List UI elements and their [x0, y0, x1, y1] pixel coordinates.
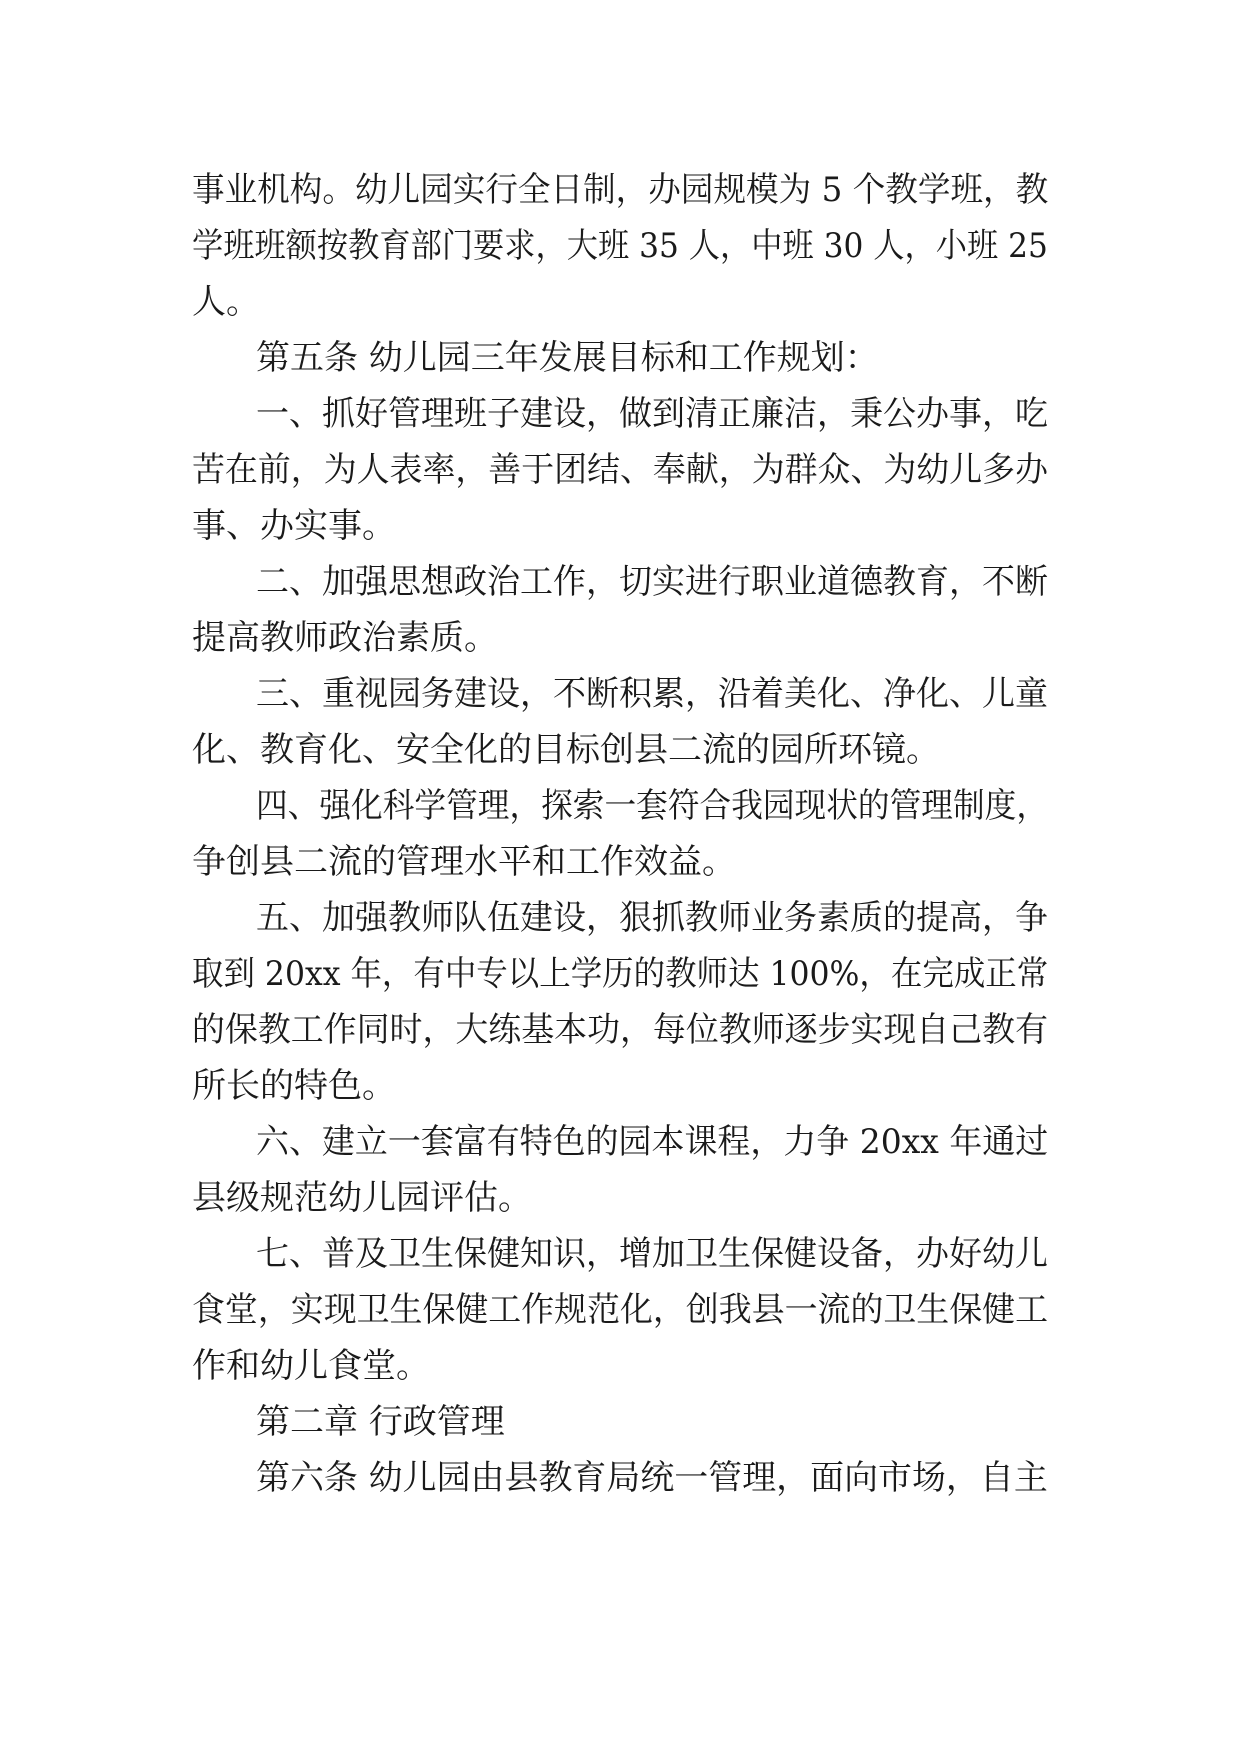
body-text-line: 县级规范幼儿园评估。 [192, 1178, 532, 1218]
body-text-line: 第六条 幼儿园由县教育局统一管理，面向市场，自主 [256, 1458, 1048, 1498]
body-text-line: 四、强化科学管理，探索一套符合我园现状的管理制度， [256, 786, 1048, 826]
body-text-line: 所长的特色。 [192, 1066, 396, 1106]
body-text-line: 的保教工作同时，大练基本功，每位教师逐步实现自己教有 [192, 1010, 1048, 1050]
body-text-line: 人。 [192, 282, 260, 322]
body-text-line: 苦在前，为人表率，善于团结、奉献，为群众、为幼儿多办 [192, 450, 1048, 490]
body-text-line: 事、办实事。 [192, 506, 396, 546]
body-text-line: 七、普及卫生保健知识，增加卫生保健设备，办好幼儿 [256, 1234, 1048, 1274]
body-text-line: 提高教师政治素质。 [192, 618, 498, 658]
body-text-line: 作和幼儿食堂。 [192, 1346, 430, 1386]
body-text-line: 三、重视园务建设，不断积累，沿着美化、净化、儿童 [256, 674, 1048, 714]
chapter-heading: 第二章 行政管理 [256, 1402, 505, 1442]
article-heading: 第五条 幼儿园三年发展目标和工作规划： [256, 338, 879, 378]
body-text-line: 化、教育化、安全化的目标创县二流的园所环镜。 [192, 730, 940, 770]
body-text-line: 学班班额按教育部门要求，大班 35 人，中班 30 人，小班 25 [192, 226, 1048, 266]
body-text-line: 五、加强教师队伍建设，狠抓教师业务素质的提高，争 [256, 898, 1048, 938]
body-text-line: 二、加强思想政治工作，切实进行职业道德教育，不断 [256, 562, 1048, 602]
body-text-line: 六、建立一套富有特色的园本课程，力争 20xx 年通过 [256, 1122, 1049, 1162]
body-text-line: 取到 20xx 年，有中专以上学历的教师达 100%，在完成正常 [192, 954, 1049, 994]
body-text-line: 食堂，实现卫生保健工作规范化，创我县一流的卫生保健工 [192, 1290, 1048, 1330]
body-text-line: 争创县二流的管理水平和工作效益。 [192, 842, 736, 882]
body-text-line: 事业机构。幼儿园实行全日制，办园规模为 5 个教学班，教 [192, 170, 1049, 210]
body-text-line: 一、抓好管理班子建设，做到清正廉洁，秉公办事，吃 [256, 394, 1048, 434]
